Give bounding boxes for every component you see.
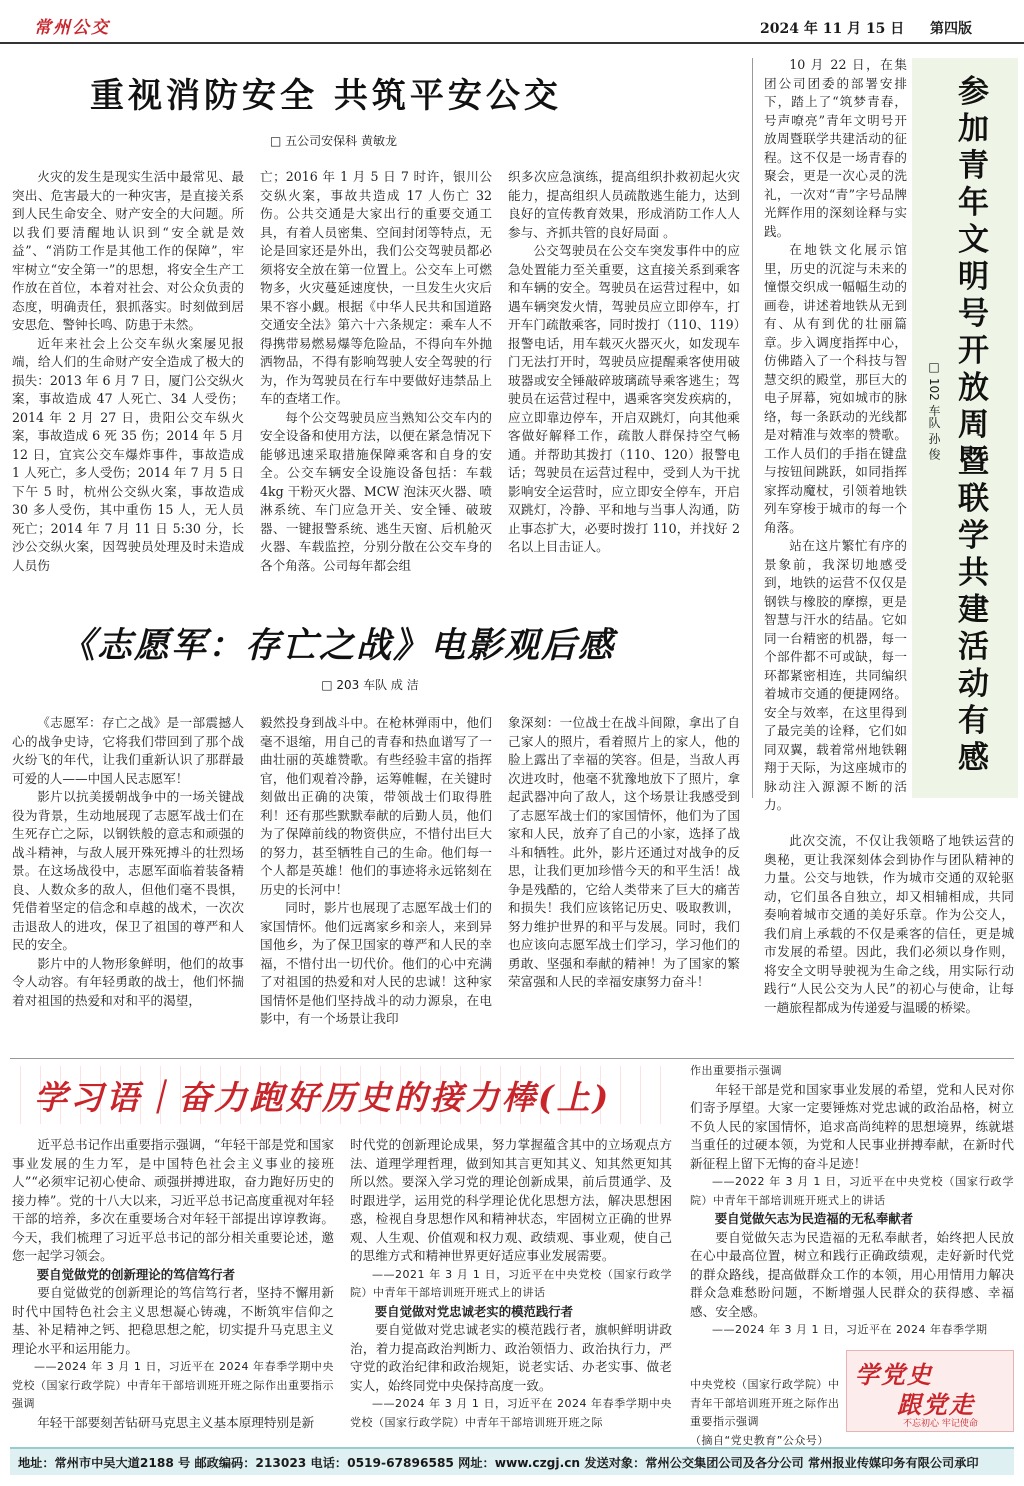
- study-paragraph: 要自觉做对党忠诚老实的模范践行者，旗帜鲜明讲政治，着力提高政治判断力、政治领悟力、政治执行力，严守党的政治纪律和政治规矩，说老实话、办老实事、做老实人，始终同党中央保持高度一致。: [350, 1322, 672, 1393]
- badge-line-2: 跟党走: [897, 1390, 975, 1419]
- study-column-3: [690, 1062, 1014, 1340]
- study-paragraph: 年轻干部是党和国家事业发展的希望，党和人民对你们寄予厚望。大家一定要锤炼对党忠诚的政治品格，树立不负人民的家国情怀，追求高尚纯粹的思想境界，练就堪当重任的过硬本领，为党和人民事业拼搏奉献，在新时代新征程上留下无悔的奋斗足迹！: [690, 1081, 1014, 1171]
- masthead-logo: 常州公交: [34, 18, 110, 38]
- film-column-3: [508, 714, 740, 992]
- study-source: ——2022 年 3 月 1 日，习近平在中央党校（国家行政学院）中青年干部培训班开班式上的讲话: [690, 1175, 1014, 1207]
- fire-article: [0, 46, 750, 596]
- youth-wide-column: [764, 832, 1014, 1017]
- youth-paragraph: 10 月 22 日，在集团公司团委的部署安排下，踏上了“筑梦青春，号声嘹亮”青年文明号开放周暨联学共建活动的征程。这不仅是一场青春的聚会，更是一次心灵的洗礼，一次对“青”字号品牌光辉作用的深刻诠释与实践。: [764, 57, 907, 239]
- study-column-2: [350, 1136, 672, 1432]
- badge-line-1: 学党史: [855, 1360, 933, 1389]
- study-title: 学习语｜奋力跑好历史的接力棒(上): [34, 1078, 612, 1117]
- masthead-date: 2024 年 11 月 15 日: [760, 21, 905, 37]
- study-paragraph: 时代党的创新理论成果，努力掌握蕴含其中的立场观点方法、道理学理哲理，做到知其言更知其义、知其然更知其所以然。要深入学习党的理论创新成果，前后贯通学、及时跟进学，运用党的科学理论优化思想方法，解决思想困惑，检视自身思想作风和精神状态，牢固树立正确的世界观、人生观、价值观和权力观、政绩观、事业观，使自己的思维方式和精神世界更好适应事业发展需要。: [350, 1137, 672, 1263]
- study-title-box: [20, 1066, 670, 1124]
- study-subhead: 要自觉做矢志为民造福的无私奉献者: [714, 1211, 914, 1226]
- fire-column-2: [260, 168, 492, 575]
- fire-paragraph: 近年来社会上公交车纵火案屡见报端，给人们的生命财产安全造成了极大的损失：2013 年 6 月 7 日，厦门公交纵火案，事故造成 47 人死亡、34 人受伤；2014 年 2 月 27 日，贵阳公交车纵火案，事故造成 6 死 35 伤；2014 年 5 月 12 日，宜宾公交车爆炸事件，事故造成 1 人死亡，多人受伤；2014 年 7 月 5 日下午 5 时，杭州公交纵火案，事故造成 30 多人受伤，其中重伤 15 人，无人员死亡；2014 年 7 月 11 日 5:30 分，长沙公交纵火案，因驾驶员处理及时未造成人员伤: [12, 335, 244, 573]
- study-top-rule: [10, 1058, 1014, 1059]
- study-source: ——2024 年 3 月 1 日，习近平在 2024 年春季学期中央党校（国家行政学院）中青年干部培训班开班之际作出重要指示强调: [12, 1360, 334, 1410]
- film-paragraph: 影片中的人物形象鲜明，他们的故事令人动容。有年轻勇敢的战士，他们怀揣着对祖国的热爱和对和平的渴望，: [12, 955, 244, 1008]
- study-source: ——2024 年 3 月 1 日，习近平在 2024 年春季学期: [712, 1323, 988, 1336]
- fire-column-3: [508, 168, 740, 557]
- fire-paragraph: 每个公交驾驶员应当熟知公交车内的安全设备和使用方法，以便在紧急情况下能够迅速采取措施保障乘客和自身的安全。公交车辆安全设施设备包括：车载 4kg 干粉灭火器、MCW 泡沫灭火器、喷淋系统、车门应急开关、安全锤、破玻器、一键报警系统、逃生天窗、后机舱灭火器、车载监控，分别分散在公交车身的各个角落。公司每年都会组: [260, 409, 492, 573]
- masthead: [0, 0, 1024, 46]
- study-credit: （摘自“党史教育”公众号）: [690, 1434, 829, 1447]
- study-paragraph: 要自觉做矢志为民造福的无私奉献者，始终把人民放在心中最高位置，树立和践行正确政绩观，走好新时代党的群众路线，提高做群众工作的本领，用心用情用力解决群众急难愁盼问题，不断增强人民群众的获得感、幸福感、安全感。: [690, 1229, 1014, 1319]
- film-paragraph: 《志愿军：存亡之战》是一部震撼人心的战争史诗，它将我们带回到了那个战火纷飞的年代，让我们重新认识了那群最可爱的人——中国人民志愿军！: [12, 715, 244, 786]
- youth-divider: [752, 58, 753, 798]
- film-paragraph: 毅然投身到战斗中。在枪林弹雨中，他们毫不退缩，用自己的青春和热血谱写了一曲壮丽的英雄赞歌。有些经验丰富的指挥官，他们观着冷静，运筹帷幄，在关键时刻做出正确的决策，带领战士们取得胜利！还有那些默默奉献的后勤人员，他们为了保障前线的物资供应，不惜付出巨大的努力，甚至牺牲自己的生命。他们每一个人都是英雄！他们的事迹将永远铭刻在历史的长河中！: [260, 715, 492, 897]
- youth-paragraph: 在地铁文化展示馆里，历史的沉淀与未来的憧憬交织成一幅幅生动的画卷，讲述着地铁从无到有、从有到优的壮丽篇章。步入调度指挥中心，仿佛踏入了一个科技与智慧交织的殿堂，那巨大的电子屏幕，宛如城市的脉络，每一条跃动的光线都是对精准与效率的赞歌。工作人员们的手指在键盘与按钮间跳跃，如同指挥家挥动魔杖，引领着地铁列车穿梭于城市的每一个角落。: [764, 242, 907, 535]
- footer-text: 地址：常州市中吴大道2188 号 邮政编码：213023 电话：0519-67896585 网址：www.czgj.cn 发送对象：常州公交集团公司及各分公司 常州报业传媒印务有限公司承印: [18, 1456, 979, 1470]
- youth-narrow-column: [764, 56, 907, 815]
- fire-column-1: [12, 168, 244, 575]
- film-paragraph: 同时，影片也展现了志愿军战士们的家国情怀。他们远离家乡和亲人，来到异国他乡，为了保卫国家的尊严和人民的幸福，不惜付出一切代价。他们的心中充满了对祖国的热爱和对人民的忠诚！这种家国情怀是他们坚持战斗的动力源泉，在电影中，有一个场景让我印: [260, 900, 492, 1026]
- footer-bar: [10, 1447, 1014, 1475]
- film-article: [0, 596, 750, 1056]
- fire-paragraph: 织多次应急演练，提高组织扑救初起火灾能力，提高组织人员疏散逃生能力，达到良好的宣传教育效果，形成消防工作人人参与、齐抓共管的良好局面 。: [508, 169, 740, 240]
- film-column-1: [12, 714, 244, 1010]
- fire-paragraph: 公交驾驶员在公交车突发事件中的应急处置能力至关重要，这直接关系到乘客和车辆的安全。驾驶员在运营过程中，如遇车辆突发火情，驾驶员应立即停车，打开车门疏散乘客，同时拨打（110、119）报警电话，用车载灭火器灭火，如发现车门无法打开时，驾驶员应提醒乘客使用破玻器或安全锤敲碎玻璃疏导乘客逃生；驾驶员在运营过程中，遇乘客突发疾病的，应立即靠边停车，开启双跳灯，向其他乘客做好解释工作，疏散人群保持空气畅通。并帮助其拨打（110、120）报警电话；驾驶员在运营过程中，受到人为干扰影响安全运营时，应立即安全停车，开启双跳灯，冷静、平和地与当事人沟通，防止事态扩大，必要时拨打 110，并找好 2 名以上目击证人。: [508, 243, 740, 554]
- youth-paragraph: 此次交流，不仅让我领略了地铁运营的奥秘，更让我深刻体会到协作与团队精神的力量。公交与地铁，作为城市交通的双轮驱动，它们虽各自独立，却又相辅相成，共同奏响着城市交通的美好乐章。作为公交人，我们肩上承载的不仅是乘客的信任，更是城市发展的希望。因此，我们必须以身作则，将安全文明导驶视为生命之线，用实际行动践行“人民公交为人民”的初心与使命，让每一趟旅程都成为传递爱与温暖的桥梁。: [764, 833, 1014, 1015]
- fire-title: 重视消防安全 共筑平安公交: [90, 76, 562, 116]
- fire-byline: □ 五公司安保科 黄敏龙: [270, 134, 397, 148]
- youth-byline: □ 102 车队 孙 俊: [927, 360, 941, 461]
- study-source-continued: 中央党校（国家行政学院）中青年干部培训班开班之际作出重要指示强调: [690, 1378, 840, 1428]
- film-paragraph: 影片以抗美援朝战争中的一场关键战役为背景，生动地展现了志愿军战士们在生死存亡之际，以钢铁般的意志和顽强的战斗精神，与敌人展开殊死搏斗的壮烈场景。在这场战役中，志愿军面临着装备精良、人数众多的敌人，但他们毫不畏惧，凭借着坚定的信念和卓越的战术，一次次击退敌人的进攻，保卫了祖国的尊严和人民的安全。: [12, 789, 244, 952]
- study-subhead: 要自觉做对党忠诚老实的模范践行者: [374, 1303, 574, 1319]
- study-paragraph: 年轻干部要刻苦钻研马克思主义基本原理特别是新: [37, 1414, 315, 1430]
- study-source: ——2021 年 3 月 1 日，习近平在中央党校（国家行政学院）中青年干部培训班开班式上的讲话: [350, 1267, 672, 1299]
- study-source: 作出重要指示强调: [690, 1064, 782, 1077]
- film-title: 《志愿军：存亡之战》电影观后感: [60, 625, 616, 666]
- badge-small-text: 不忘初心 牢记使命: [903, 1419, 978, 1429]
- film-byline: □ 203 车队 成 洁: [321, 678, 419, 692]
- study-paragraph: 要自觉做党的创新理论的笃信笃行者，坚持不懈用新时代中国特色社会主义思想凝心铸魂，不断筑牢信仰之基、补足精神之钙、把稳思想之舵，切实提升马克思主义理论水平和运用能力。: [12, 1285, 334, 1356]
- fire-paragraph: 亡；2016 年 1 月 5 日 7 时许，银川公交纵火案，事故共造成 17 人伤亡 32 伤。公共交通是大家出行的重要交通工具，有着人员密集、空间封闭等特点，无论是回家还是外出，我们公交驾驶员都必须将安全放在第一位置上。公交车上可燃物多，火灾蔓延速度快，一旦发生火灾后果不容小觑。根据《中华人民共和国道路交通安全法》第六十六条规定：乘车人不得携带易燃易爆等危险品，不得向车外抛洒物品，不得有影响驾驶人安全驾驶的行为，作为驾驶员在行车中要做好违禁品上车的查堵工作。: [260, 169, 492, 406]
- youth-paragraph: 站在这片繁忙有序的景象前，我深切地感受到，地铁的运营不仅仅是钢铁与橡胶的摩擦，更是智慧与汗水的结晶。它如同一台精密的机器，每一个部件都不可或缺，每一环都紧密相连，共同编织着城市交通的便捷网络。安全与效率，在这里得到了最完美的诠释，它们如同双翼，载着常州地铁翱翔于天际，为这座城市的脉动注入源源不断的活力。: [764, 538, 907, 812]
- study-source: ——2024 年 3 月 1 日，习近平在 2024 年春季学期中央党校（国家行政学院）中青年干部培训班开班之际: [350, 1397, 672, 1429]
- study-subhead: 要自觉做党的创新理论的笃信笃行者: [36, 1266, 236, 1282]
- study-intro: 近平总书记作出重要指示强调，“年轻干部是党和国家事业发展的生力军，是中国特色社会主义事业的接班人”“必须牢记初心使命、顽强拼搏进取，奋力跑好历史的接力棒”。党的十八大以来，习近平总书记高度重视对年轻干部的培养，多次在重要场合对年轻干部提出谆谆教诲。今天，我们梳理了习近平总书记的部分相关重要论述，邀您一起学习领会。: [12, 1137, 334, 1263]
- study-column-1: [12, 1136, 334, 1432]
- masthead-rule: [0, 42, 1024, 44]
- youth-title: 参加青年文明号开放周暨联学共建活动有感: [958, 74, 989, 776]
- film-paragraph: 象深刻：一位战士在战斗间隙，拿出了自己家人的照片，看着照片上的家人，他的脸上露出了幸福的笑容。但是，当敌人再次进攻时，他毫不犹豫地放下了照片，拿起武器冲向了敌人，这个场景让我感受到了志愿军战士们的家国情怀，他们为了国家和人民，放弃了自己的小家，选择了战斗和牺牲。此外，影片还通过对战争的反思，让我们更加珍惜今天的和平生活！战争是残酷的，它给人类带来了巨大的痛苦和损失！我们应该铭记历史、吸取教训，努力维护世界的和平与发展。同时，我们也应该向志愿军战士们学习，学习他们的勇敢、坚强和奉献的精神！为了国家的繁荣富强和人民的幸福安康努力奋斗！: [508, 715, 740, 989]
- fire-paragraph: 火灾的发生是现实生活中最常见、最突出、危害最大的一种灾害，是直接关系到人民生命安全、财产安全的大问题。所以我们要清醒地认识到“安全就是效益”、“消防工作是其他工作的保障”，牢牢树立“安全第一”的思想，将安全生产工作放在首位，本着对社会、对公众负责的态度，明确责任，狠抓落实。时刻做到居安思危、警钟长鸣、防患于未然。: [12, 169, 244, 332]
- film-column-2: [260, 714, 492, 1029]
- party-history-badge: [846, 1350, 1014, 1432]
- masthead-edition: 第四版: [930, 21, 972, 37]
